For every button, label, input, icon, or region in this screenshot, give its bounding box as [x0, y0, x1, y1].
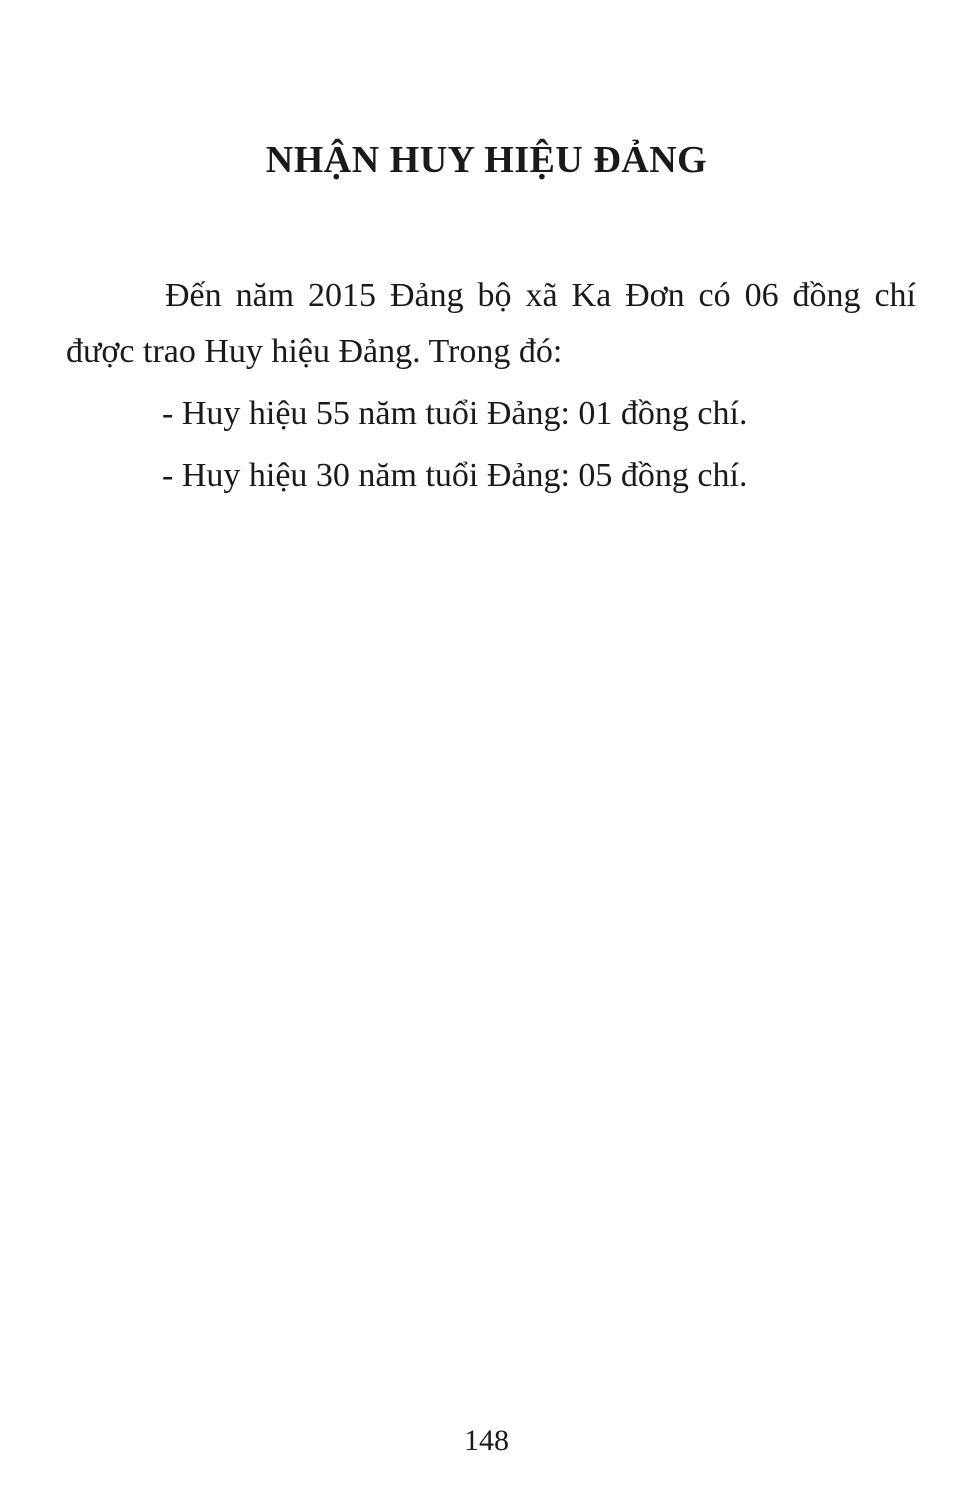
body-text [66, 268, 916, 504]
page-title: NHẬN HUY HIỆU ĐẢNG [265, 139, 708, 181]
list-item: - Huy hiệu 55 năm tuổi Đảng: 01 đồng chí. [162, 395, 748, 432]
page-number: 148 [464, 1424, 509, 1457]
intro-paragraph: Đến năm 2015 Đảng bộ xã Ka Đơn có 06 đồng chí được trao Huy hiệu Đảng. Trong đó: [66, 277, 916, 370]
list-item: - Huy hiệu 30 năm tuổi Đảng: 05 đồng chí. [162, 457, 748, 494]
